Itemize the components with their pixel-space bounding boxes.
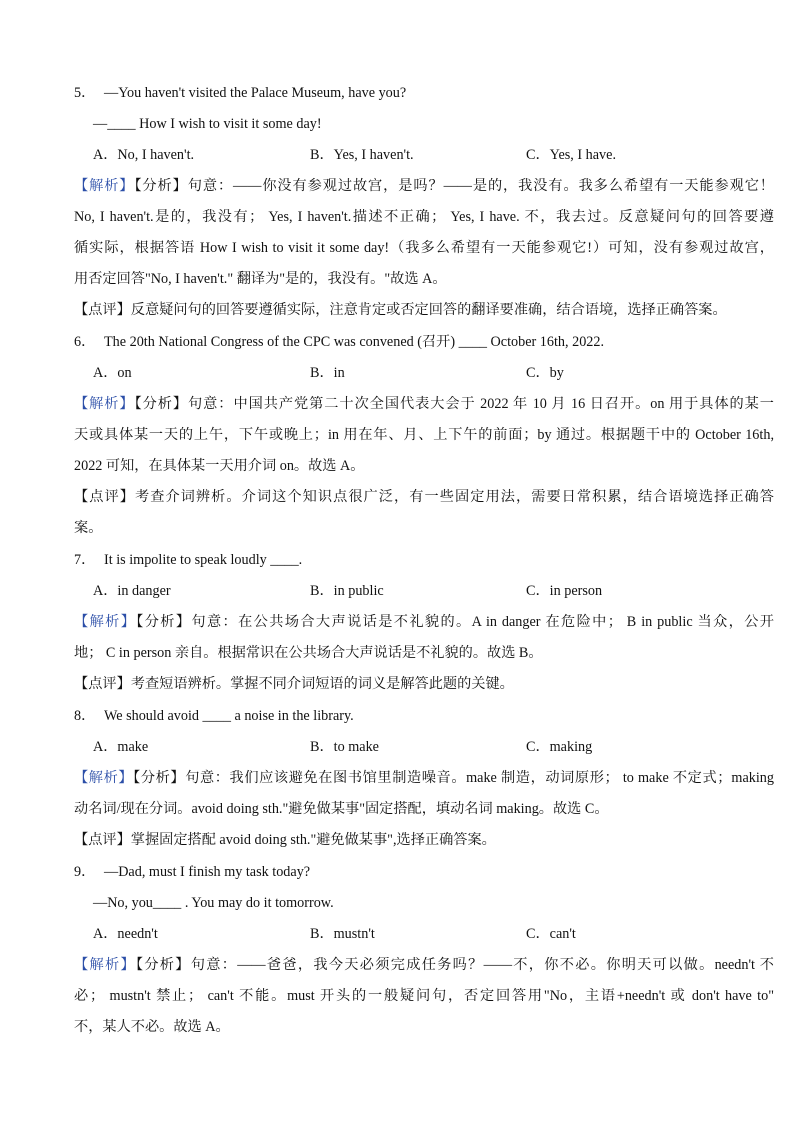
question-number: 7． (74, 552, 96, 568)
question-5-stem: 5． —You haven't visited the Palace Museum, have you? (74, 85, 407, 101)
question-8-option-c: C．making (526, 739, 593, 755)
question-6-stem: 6． The 20th National Congress of the CPC was convened (召开) ____ October 16th, 2022. (74, 334, 605, 350)
question-7-analysis-line-1: 【解析】【分析】句意：在公共场合大声说话是不礼貌的。A in danger 在危险中； B in public 当众，公开 (74, 614, 774, 630)
analysis-tag: 【解析】 (74, 614, 137, 630)
question-5-analysis-line-2: No, I haven't.是的，我没有； Yes, I haven't.描述不正确； Yes, I have. 不，我去过。反意疑问句的回答要遵 (74, 209, 774, 225)
question-5-analysis-line-3: 循实际，根据答语 How I wish to visit it some day!（我多么希望有一天能参观它!）可知，没有参观过故宫， (74, 240, 774, 256)
question-8-analysis-line-2: 动名词/现在分词。avoid doing sth."避免做某事"固定搭配，填动名词 making。故选 C。 (74, 801, 609, 817)
question-number: 6． (74, 334, 96, 350)
question-8-option-b: B．to make (310, 739, 379, 755)
question-6-analysis-line-3: 2022 可知，在具体某一天用介词 on。故选 A。 (74, 458, 365, 474)
question-7-option-b: B．in public (310, 583, 384, 599)
question-5-analysis-line-1: 【解析】【分析】句意：——你没有参观过故宫，是吗？——是的，我没有。我多么希望有一天能参观它！ (74, 178, 774, 194)
question-8-stem: 8． We should avoid ____ a noise in the library. (74, 708, 354, 724)
question-5-option-a: A．No, I haven't. (93, 147, 195, 163)
question-number: 8． (74, 708, 96, 724)
question-9-analysis-line-3: 不，某人不必。故选 A。 (74, 1019, 230, 1035)
question-7-analysis-line-2: 地； C in person 亲自。根据常识在公共场合大声说话是不礼貌的。故选 B。 (74, 645, 543, 661)
question-5-option-b: B．Yes, I haven't. (310, 147, 414, 163)
question-9-option-a: A．needn't (93, 926, 158, 942)
question-number: 9． (74, 864, 96, 880)
question-5-stem-2: —____ How I wish to visit it some day! (93, 116, 322, 132)
question-7-option-c: C．in person (526, 583, 603, 599)
question-9-stem: 9． —Dad, must I finish my task today? (74, 864, 311, 880)
analysis-tag: 【解析】 (74, 178, 135, 194)
question-number: 5． (74, 85, 96, 101)
question-9-stem-2: —No, you____ . You may do it tomorrow. (93, 895, 334, 911)
question-7-stem: 7． It is impolite to speak loudly ____. (74, 552, 303, 568)
question-9-analysis-line-1: 【解析】【分析】句意：——爸爸，我今天必须完成任务吗？——不，你不必。你明天可以做。needn't 不 (74, 957, 774, 973)
analysis-tag: 【解析】 (74, 957, 136, 973)
question-8-option-a: A．make (93, 739, 149, 755)
question-6-comment-cont: 案。 (74, 520, 103, 536)
question-9-option-b: B．mustn't (310, 926, 375, 942)
question-8-comment: 【点评】掌握固定搭配 avoid doing sth."避免做某事",选择正确答案。 (74, 832, 496, 848)
question-6-analysis-line-2: 天或具体某一天的上午，下午或晚上；in 用在年、月、上下午的前面；by 通过。根据题干中的 October 16th, (74, 427, 774, 443)
question-8-analysis-line-1: 【解析】【分析】句意：我们应该避免在图书馆里制造噪音。make 制造，动词原形； to make 不定式；making (74, 770, 774, 786)
question-6-comment: 【点评】考查介词辨析。介词这个知识点很广泛，有一些固定用法，需要日常积累，结合语境选择正确答 (74, 489, 774, 505)
analysis-tag: 【解析】 (74, 770, 134, 786)
question-9-option-c: C．can't (526, 926, 576, 942)
question-9-analysis-line-2: 必； mustn't 禁止； can't 不能。must 开头的一般疑问句，否定回答用"No，主语+needn't 或 don't have to" (74, 988, 774, 1004)
question-5-option-c: C．Yes, I have. (526, 147, 616, 163)
analysis-tag: 【解析】 (74, 396, 135, 412)
question-7-option-a: A．in danger (93, 583, 171, 599)
question-5-comment: 【点评】反意疑问句的回答要遵循实际，注意肯定或否定回答的翻译要准确，结合语境，选择正确答案。 (74, 302, 727, 318)
question-6-option-c: C．by (526, 365, 564, 381)
question-6-option-a: A．on (93, 365, 132, 381)
question-6-analysis-line-1: 【解析】【分析】句意：中国共产党第二十次全国代表大会于 2022 年 10 月 16 日召开。on 用于具体的某一 (74, 396, 774, 412)
question-6-option-b: B．in (310, 365, 345, 381)
question-7-comment: 【点评】考查短语辨析。掌握不同介词短语的词义是解答此题的关键。 (74, 676, 514, 692)
question-5-analysis-line-4: 用否定回答"No, I haven't." 翻译为"是的，我没有。"故选 A。 (74, 271, 447, 287)
